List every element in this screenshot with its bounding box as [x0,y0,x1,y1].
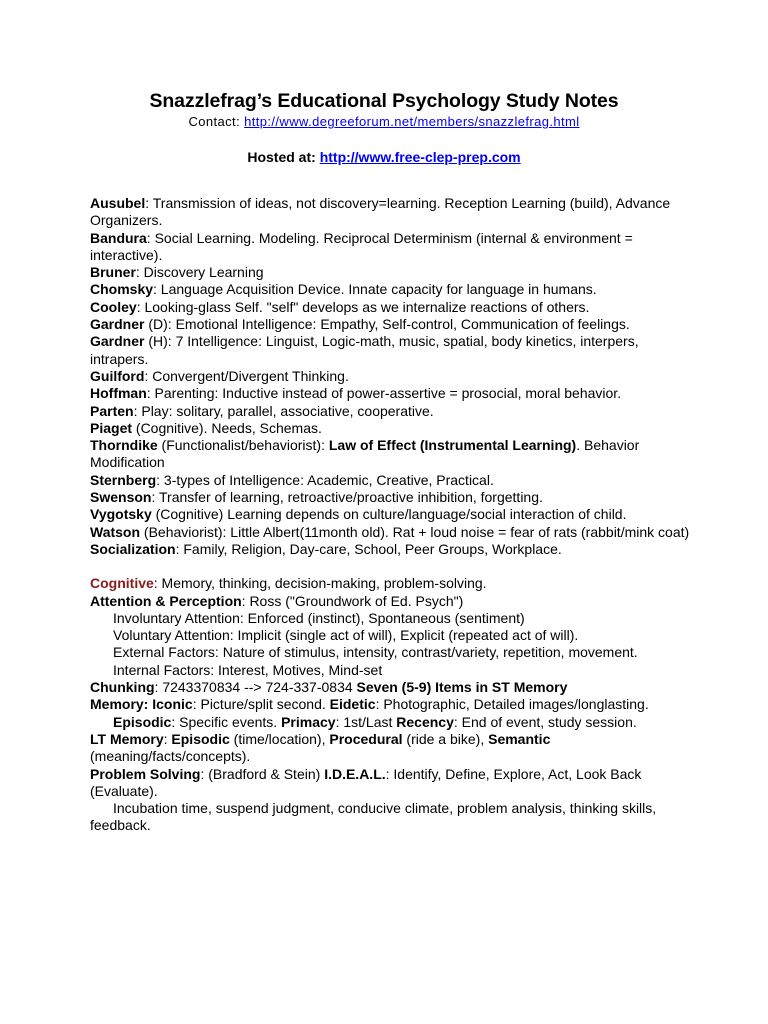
procedural-term: Procedural [329,730,403,747]
theorist-description: (Behaviorist): Little Albert(11month old). Rat + loud noise = fear of rats (rabbit/mink coat) [140,523,690,540]
cognitive-heading-line [90,575,690,592]
ideal-term: I.D.E.A.L. [324,765,386,782]
theorist-entry [90,524,690,541]
theorist-name: Socialization [90,540,176,557]
theorist-description: : 3-types of Intelligence: Academic, Creative, Practical. [156,471,494,488]
theorist-description: : Discovery Learning [135,264,264,281]
incubation-line [90,800,690,835]
voluntary-line: Voluntary Attention: Implicit (single act of will), Explicit (repeated act of will). [113,627,579,644]
theorist-name: Parten [90,402,134,419]
lt-episodic-term: Episodic [171,730,230,747]
episodic-text: : Specific events. [171,713,282,730]
episodic-term: Episodic [113,713,172,730]
theorist-description: (D): Emotional Intelligence: Empathy, Self-control, Communication of feelings. [144,316,630,333]
lt-memory-line [90,731,690,766]
episodic-line [90,714,690,731]
internal-line: Internal Factors: Interest, Motives, Mind-set [113,661,383,678]
recency-term: Recency [396,713,454,730]
eidetic-term: Eidetic [329,696,376,713]
theorist-entry [90,230,690,265]
theorist-description: : Language Acquisition Device. Innate capacity for language in humans. [153,281,597,298]
lt-episodic-text: (time/location), [229,730,330,747]
memory-term: Memory: Iconic [90,696,193,713]
hosted-label: Hosted at: [247,149,320,165]
theorist-name: Piaget [90,419,133,436]
theorist-name: Thorndike [90,437,158,454]
theorist-entry [90,333,690,368]
theorist-name: Swenson [90,489,152,506]
theorist-name: Bruner [90,264,136,281]
theorist-entry [90,506,690,523]
cognitive-heading: Cognitive [90,575,154,592]
theorist-name: Gardner [90,333,145,350]
hosted-link[interactable]: http://www.free-clep-prep.com [319,149,521,165]
theorist-name: Vygotsky [90,506,152,523]
chunking-text: : 7243370834 --> 724-337-0834 [154,679,357,696]
attention-line [90,593,690,610]
semantic-term: Semantic [488,730,551,747]
theorist-entry [90,472,690,489]
contact-link[interactable]: http://www.degreeforum.net/members/snazzlefrag.html [244,114,580,129]
incubation-text: Incubation time, suspend judgment, conducive climate, problem analysis, thinking skills, feedback. [90,800,657,834]
attention-term: Attention & Perception [90,592,242,609]
theorist-entry [90,403,690,420]
theorist-name: Guilford [90,367,145,384]
theorist-entry [90,281,690,298]
theorist-description: : Social Learning. Modeling. Reciprocal Determinism (internal & environment = interactive). [90,229,633,263]
theorist-entry [90,299,690,316]
recency-text: : End of event, study session. [453,713,637,730]
theorist-description-2: . Behavior Modification [90,437,640,471]
attention-text: : Ross ("Groundwork of Ed. Psych") [241,592,464,609]
theorist-name: Chomsky [90,281,154,298]
theorist-entry [90,385,690,402]
page-title: Snazzlefrag’s Educational Psychology Study Notes [149,90,619,112]
theorist-name: Cooley [90,298,137,315]
contact-label: Contact: [188,114,245,129]
theorist-description: : Convergent/Divergent Thinking. [144,367,349,384]
theorist-description: (H): 7 Intelligence: Linguist, Logic-math, music, spatial, body kinetics, interpers, intrapers. [90,333,639,367]
theorist-name: Ausubel [90,195,146,211]
theorist-description: : Transmission of ideas, not discovery=learning. Reception Learning (build), Advance Organizers. [90,195,671,229]
theorist-key-term: Law of Effect (Instrumental Learning) [328,437,577,454]
theorist-entry [90,437,690,472]
theorist-entry [90,195,690,230]
memory-line [90,696,690,713]
theorist-name: Watson [90,523,141,540]
external-text: External Factors: Nature of stimulus, intensity, contrast/variety, repetition, movement. [113,644,638,661]
theorist-name: Gardner [90,316,145,333]
memory-text: : Picture/split second. [192,696,330,713]
chunking-term-2: Seven (5-9) Items in ST Memory [356,679,568,696]
procedural-text: (ride a bike), [402,730,489,747]
theorist-list [90,195,690,558]
cognitive-heading-text: : Memory, thinking, decision-making, problem-solving. [153,575,487,592]
lt-memory-term: LT Memory [90,730,164,747]
theorist-name: Sternberg [90,471,157,488]
theorist-entry [90,316,690,333]
theorist-entry [90,489,690,506]
theorist-description: : Parenting: Inductive instead of power-assertive = prosocial, moral behavior. [146,385,622,402]
theorist-description: : Looking-glass Self. "self" develops as we internalize reactions of others. [136,298,590,315]
chunking-term: Chunking [90,679,155,696]
theorist-entry [90,420,690,437]
problem-solving-line [90,766,690,801]
theorist-description: : Transfer of learning, retroactive/proactive inhibition, forgetting. [151,489,543,506]
semantic-text: (meaning/facts/concepts). [90,748,251,765]
notes-body [90,195,690,835]
theorist-entry [90,541,690,558]
theorist-description: : Family, Religion, Day-care, School, Peer Groups, Workplace. [175,540,562,557]
theorist-description: : Play: solitary, parallel, associative, cooperative. [133,402,434,419]
theorist-name: Hoffman [90,385,147,402]
theorist-description: (Cognitive) Learning depends on culture/language/social interaction of child. [151,506,627,523]
ideal-text: : Identify, Define, Explore, Act, Look Back (Evaluate). [90,765,642,799]
eidetic-text: : Photographic, Detailed images/longlasting. [375,696,649,713]
theorist-entry [90,264,690,281]
theorist-description: (Functionalist/behaviorist): [157,437,329,454]
theorist-description: (Cognitive). Needs, Schemas. [132,419,322,436]
involuntary-line: Involuntary Attention: Enforced (instinct), Spontaneous (sentiment) [113,609,525,626]
external-line [90,644,690,661]
primacy-text: : 1st/Last [335,713,397,730]
contact-line [0,114,768,129]
theorist-name: Bandura [90,229,147,246]
problem-solving-text: : (Bradford & Stein) [200,765,325,782]
hosted-line [0,149,768,165]
primacy-term: Primacy [281,713,336,730]
theorist-entry [90,368,690,385]
section-gap [90,558,690,575]
problem-solving-term: Problem Solving [90,765,201,782]
chunking-line [90,679,690,696]
lt-memory-colon: : [163,730,172,747]
